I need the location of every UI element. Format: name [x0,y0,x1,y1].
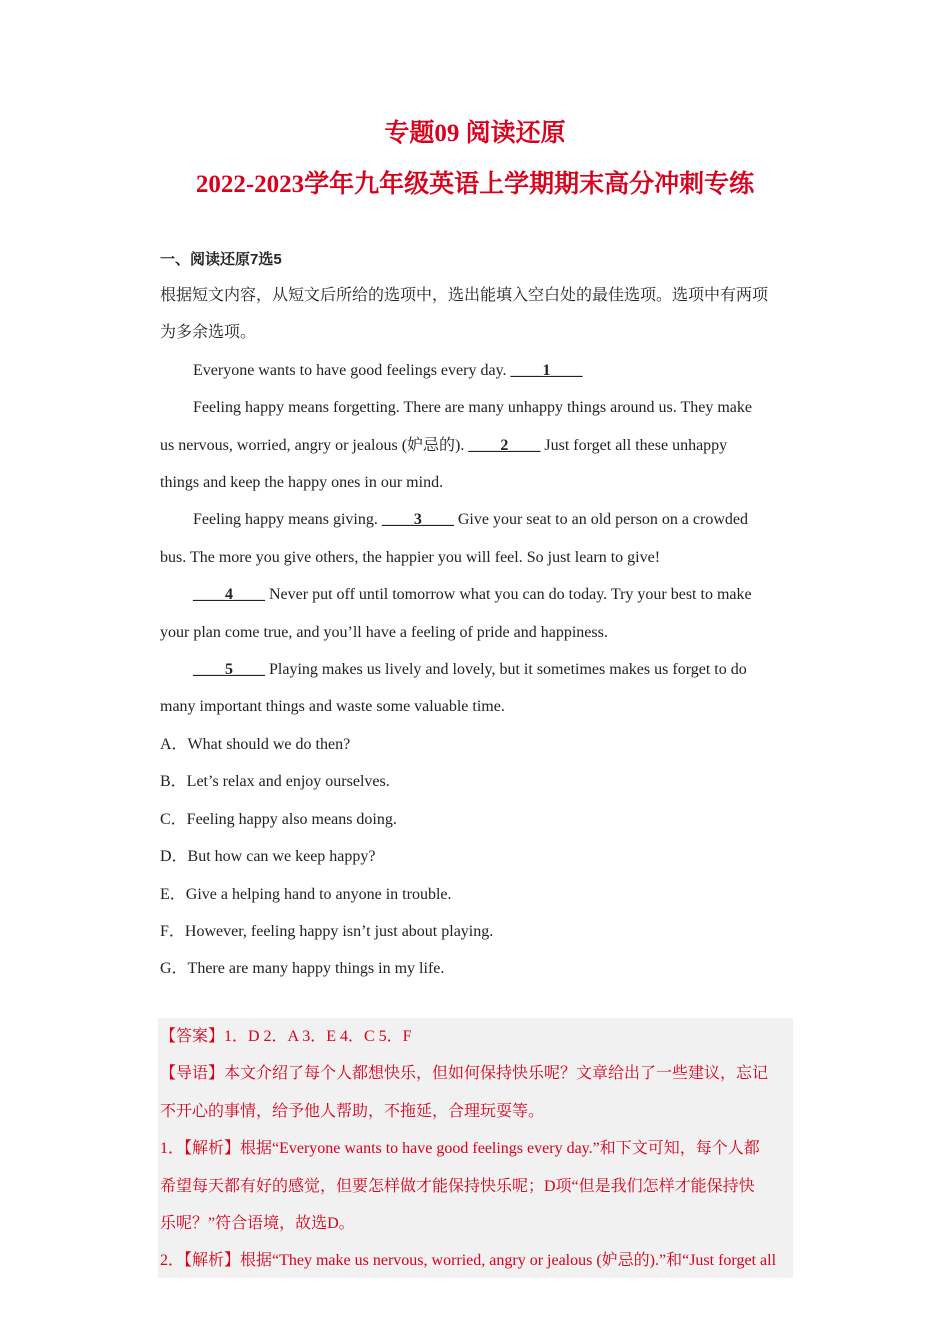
option-e: E．Give a helping hand to anyone in trouble. [160,885,452,903]
blank-5: ____5____ [193,661,265,679]
option-c: C．Feeling happy also means doing. [160,810,397,828]
explanation-line: 2．【解析】根据“They make us nervous, worried, angry or jealous (妒忌的).”和“Just forget all [160,1252,777,1270]
passage-line: bus. The more you give others, the happier you will feel. So just learn to give! [160,548,661,566]
passage-text: Give your seat to an old person on a crowded [453,511,748,529]
passage-line [160,576,792,613]
option-g: G．There are many happy things in my life. [160,960,445,978]
blank-2: ____2____ [468,436,541,454]
passage-line [160,352,792,389]
instruction-line: 根据短文内容，从短文后所给的选项中，选出能填入空白处的最佳选项。选项中有两项 [160,287,769,304]
answer-content [158,1018,793,1278]
option-b: B．Let’s relax and enjoy ourselves. [160,773,390,791]
explanation-line: 乐呢？”符合语境，故选D。 [160,1215,355,1233]
passage-line [160,501,792,538]
passage-line [160,427,792,464]
blank-1: ____1____ [510,361,583,379]
option-a: A．What should we do then? [160,735,351,753]
option-f: F．However, feeling happy isn’t just about playing. [160,922,494,940]
passage-line: things and keep the happy ones in our mind. [160,474,444,492]
explanation-line: 希望每天都有好的感觉，但要怎样做才能保持快乐呢；D项“但是我们怎样才能保持快 [160,1177,755,1195]
explanation-line: 1．【解析】根据“Everyone wants to have good feelings every day.”和下文可知，每个人都 [160,1140,760,1158]
passage-line [160,651,792,688]
page-title: 专题09 阅读还原 [384,120,566,147]
passage-text: Feeling happy means giving. [193,511,382,529]
answer-key-line: 【答案】1．D 2．A 3．E 4．C 5．F [160,1028,412,1045]
guide-line: 不开心的事情，给予他人帮助，不拖延，合理玩耍等。 [160,1102,545,1120]
passage-text: Playing makes us lively and lovely, but it sometimes makes us forget to do [265,661,747,679]
passage-text: Everyone wants to have good feelings every day. [193,361,511,379]
section-heading: 一、阅读还原7选5 [160,251,282,268]
passage-text: Never put off until tomorrow what you can do today. Try your best to make [265,586,752,604]
passage-text: Just forget all these unhappy [540,436,728,454]
option-d: D．But how can we keep happy? [160,848,376,866]
passage-line: many important things and waste some valuable time. [160,698,505,716]
blank-3: ____3____ [381,511,454,529]
page-subtitle: 2022-2023学年九年级英语上学期期末高分冲刺专练 [195,171,755,198]
passage-text: us nervous, worried, angry or jealous (妒忌的). [160,436,469,454]
passage-line: Feeling happy means forgetting. There are many unhappy things around us. They make [193,399,752,417]
guide-line: 【导语】本文介绍了每个人都想快乐，但如何保持快乐呢？文章给出了一些建议，忘记 [160,1065,769,1083]
answer-box [158,1018,793,1278]
blank-4: ____4____ [193,586,265,604]
instruction-line: 为多余选项。 [160,324,257,342]
question-section [160,246,792,988]
passage-line: your plan come true, and you’ll have a feeling of pride and happiness. [160,623,608,641]
